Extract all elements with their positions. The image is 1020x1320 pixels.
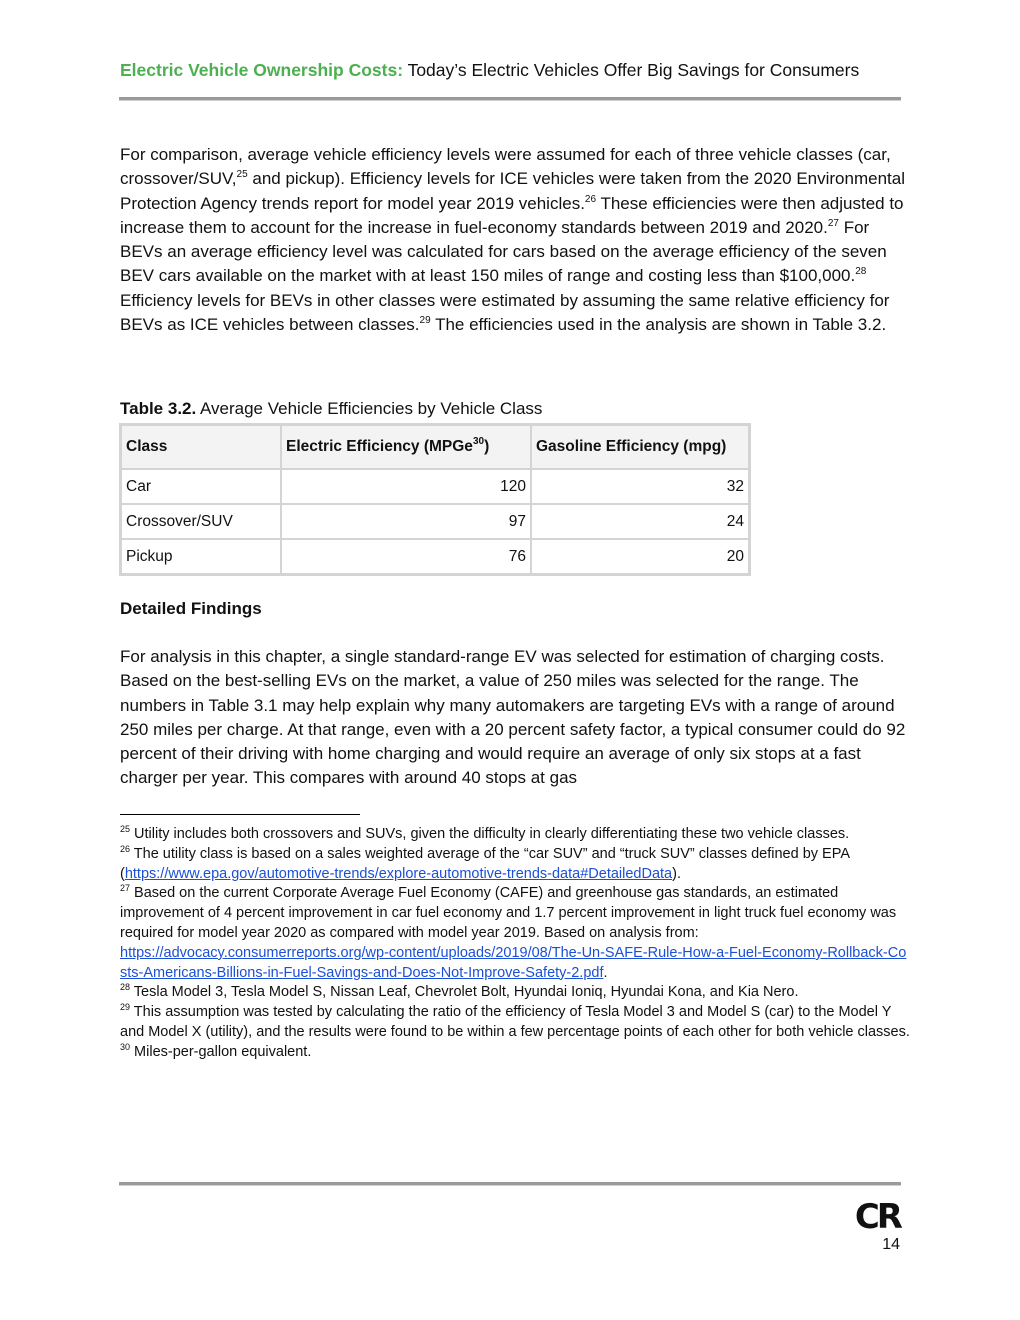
header-electric: [281, 425, 531, 469]
footnote-number: 25: [120, 824, 131, 834]
footnote-25: [120, 825, 910, 845]
footnote-ref[interactable]: 29: [419, 315, 431, 327]
header-text: ): [484, 438, 490, 455]
footnote-ref[interactable]: 30: [472, 436, 485, 447]
footnote-ref[interactable]: 28: [855, 266, 867, 278]
footnote-separator: [120, 814, 360, 815]
table-row: [121, 504, 749, 539]
header-title-bold: Electric Vehicle Ownership Costs:: [120, 60, 404, 80]
footnote-text: The utility class is based on a sales weighted average of the “car SUV” and “truck SUV” classes defined by EPA (: [120, 845, 850, 882]
table-header-row: [121, 425, 749, 469]
text: For comparison, average vehicle efficiency levels were assumed for each of three vehicle classes (car, crossover/SUV,: [120, 145, 891, 189]
cell-gasoline: 32: [531, 469, 749, 504]
cell-electric: 120: [281, 469, 531, 504]
page-number: 14: [882, 1236, 900, 1253]
footnote-26: [120, 845, 910, 885]
header-class: Class: [121, 425, 281, 469]
footnote-28: [120, 983, 910, 1003]
consumer-reports-link[interactable]: https://advocacy.consumerreports.org/wp-content/uploads/2019/08/The-Un-SAFE-Rule-How-a-Fuel-Economy-Rollback-Costs-Americans-Billions-in-Fuel-Savings-and-Does-Not-Improve-Safety-2.pdf: [120, 944, 907, 981]
cell-class: Crossover/SUV: [121, 504, 281, 539]
caption-text: Average Vehicle Efficiencies by Vehicle Class: [196, 399, 543, 418]
header-rule: [119, 97, 901, 101]
footnote-number: 26: [120, 843, 131, 854]
cell-gasoline: 24: [531, 504, 749, 539]
cell-electric: 97: [281, 504, 531, 539]
cell-class: Car: [121, 469, 281, 504]
footnote-number: 28: [120, 982, 131, 993]
text: The efficiencies used in the analysis are shown in Table 3.2.: [430, 315, 887, 335]
paragraph-efficiency: [120, 143, 910, 337]
footnote-number: 29: [120, 1002, 131, 1013]
caption-label: Table 3.2.: [120, 399, 197, 418]
footnote-27: [120, 884, 910, 983]
section-heading: Detailed Findings: [120, 599, 262, 618]
footnote-text: Utility includes both crossovers and SUVs, given the difficulty in clearly differentiating these two vehicle classes.: [130, 826, 850, 842]
footnote-29: [120, 1003, 910, 1043]
footnote-text: Tesla Model 3, Tesla Model S, Nissan Leaf, Chevrolet Bolt, Hyundai Ioniq, Hyundai Kona, and Kia Nero.: [130, 984, 799, 1001]
header-gasoline: Gasoline Efficiency (mpg): [531, 425, 749, 469]
text: For BEVs an average efficiency level was calculated for cars based on the average efficiency of the seven BEV cars available on the market with at least 150 miles of range and costing less than $100,000.: [120, 217, 887, 286]
footnotes: [120, 825, 910, 1063]
footnote-text: Based on the current Corporate Average Fuel Economy (CAFE) and greenhouse gas standards, an estimated improvement of 4 percent improvement in car fuel economy and 1.7 percent improvement in light truck fuel economy was required for model year 2020 as compared with model year 2019. Based on analysis from:: [120, 885, 897, 941]
epa-link[interactable]: https://www.epa.gov/automotive-trends/explore-automotive-trends-data#DetailedData: [124, 865, 673, 882]
efficiency-table: [119, 423, 751, 576]
footnote-ref[interactable]: 25: [236, 169, 248, 181]
table-row: [121, 539, 749, 574]
footer-rule: [119, 1182, 901, 1186]
table-caption: [120, 399, 542, 419]
text: These efficiencies were then adjusted to increase them to account for the increase in fuel-economy standards between 2019 and 2020.: [120, 193, 904, 237]
header-title-rest: Today’s Electric Vehicles Offer Big Savings for Consumers: [403, 60, 860, 80]
header-text: Electric Efficiency (MPGe: [286, 438, 473, 455]
running-header: [120, 60, 859, 81]
footnote-text: Miles-per-gallon equivalent.: [130, 1043, 312, 1060]
footnote-30: [120, 1043, 910, 1063]
text: Efficiency levels for BEVs in other classes were estimated by assuming the same relative efficiency for BEVs as ICE vehicles between classes.: [120, 290, 890, 335]
paragraph-findings: For analysis in this chapter, a single standard-range EV was selected for estimation of charging costs. Based on the best-selling EVs on the market, a value of 250 miles was selected for the range. The numbers in Table 3.1 may help explain why many automakers are targeting EVs with a range of around 250 miles per charge. At that range, even with a 20 percent safety factor, a typical consumer could do 92 percent of their driving with home charging and would require an average of only six stops at a fast charger per year. This compares with around 40 stops at gas: [120, 647, 906, 788]
cell-electric: 76: [281, 539, 531, 574]
text: and pickup). Efficiency levels for ICE vehicles were taken from the 2020 Environmental Protection Agency trends report for model year 2019 vehicles.: [120, 169, 905, 213]
cell-gasoline: 20: [531, 539, 749, 574]
table-row: [121, 469, 749, 504]
footnote-ref[interactable]: 26: [584, 193, 597, 205]
footnote-text: This assumption was tested by calculating the ratio of the efficiency of Tesla Model 3 and Model S (car) to the Model Y and Model X (utility), and the results were found to be within a few percentage points of each other for both vehicle classes.: [120, 1004, 910, 1040]
cr-logo: CR: [854, 1197, 900, 1237]
footnote-number: 30: [120, 1041, 131, 1052]
cell-class: Pickup: [121, 539, 281, 574]
footnote-ref[interactable]: 27: [827, 217, 839, 229]
footnote-number: 27: [120, 883, 131, 894]
footnote-text: ).: [672, 865, 681, 882]
footnote-text: .: [603, 964, 608, 981]
